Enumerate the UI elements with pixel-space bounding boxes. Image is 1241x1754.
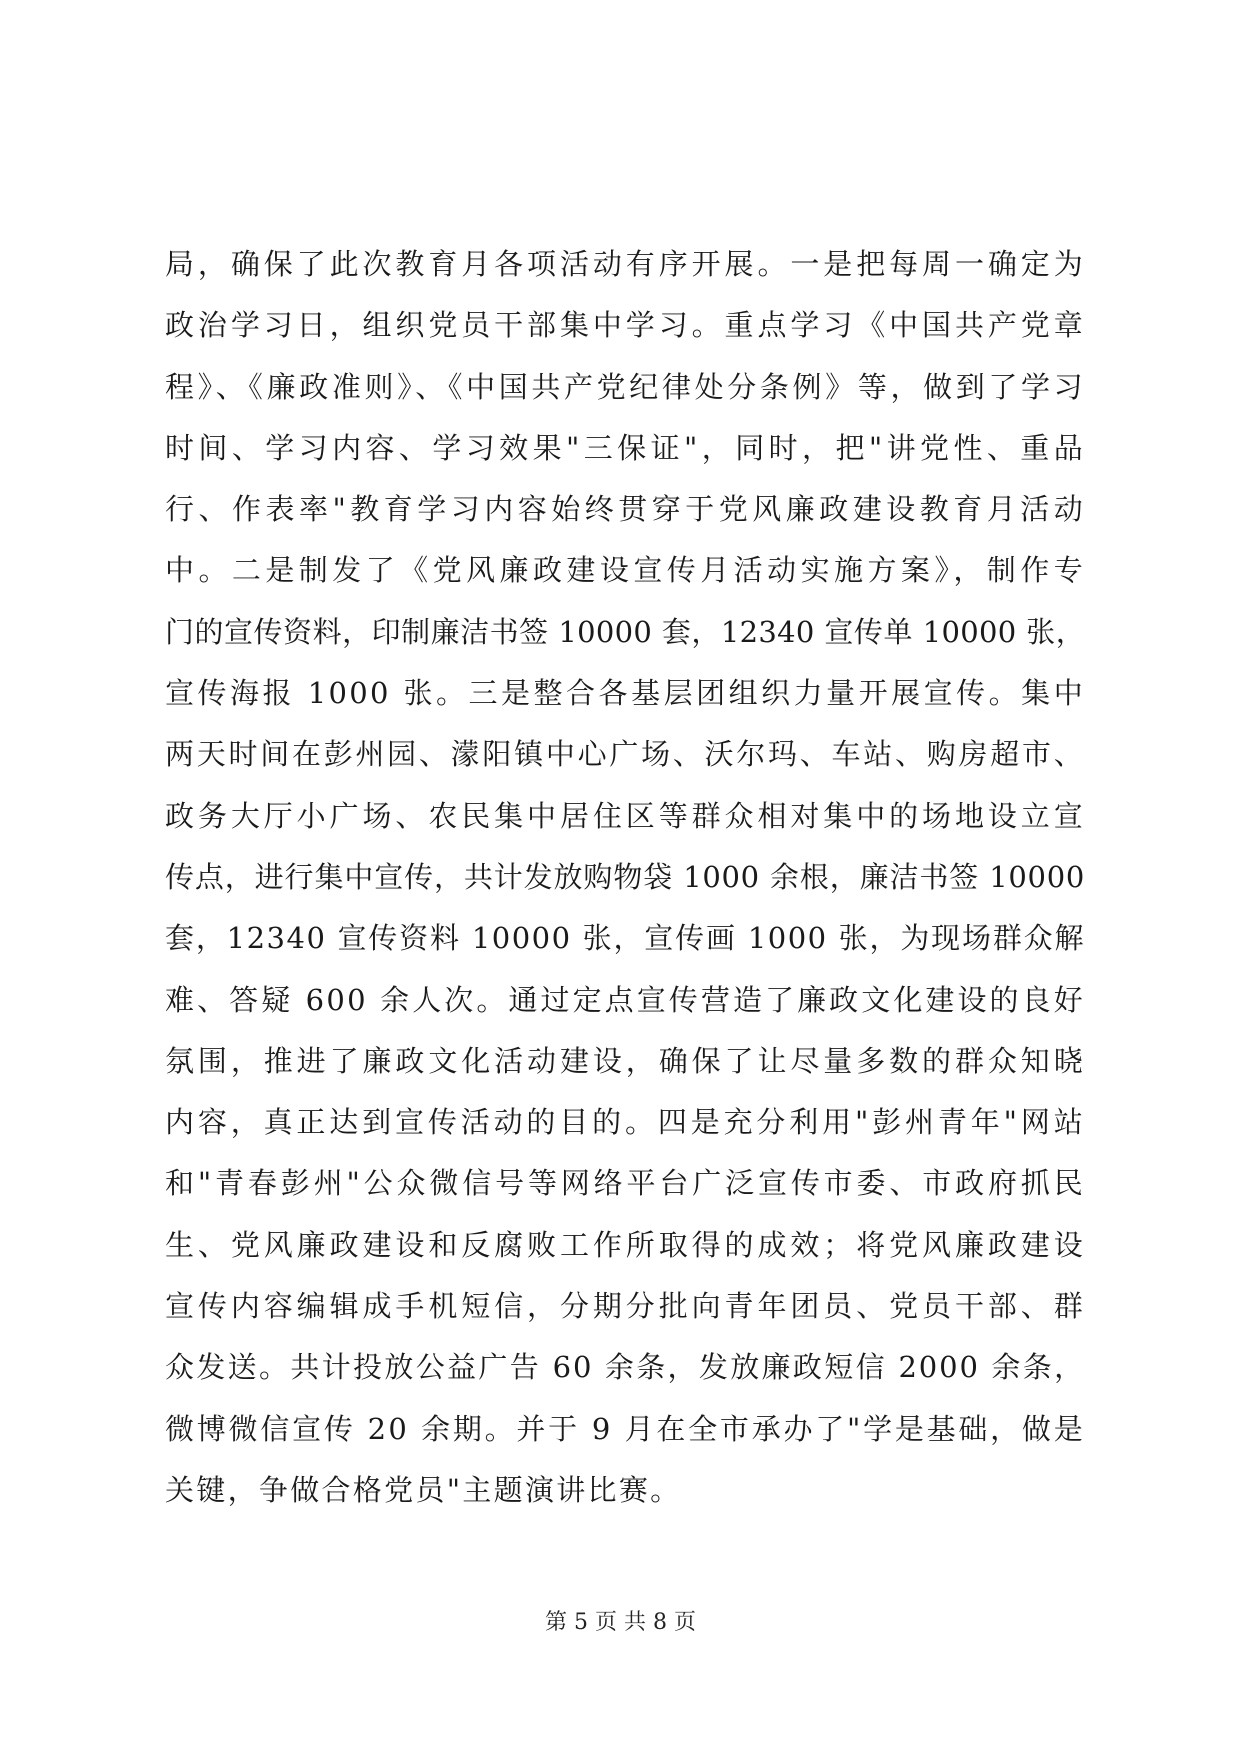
text-line: 两天时间在彭州园、濛阳镇中心广场、沃尔玛、车站、购房超市、 bbox=[165, 737, 1085, 772]
text-line: 中。二是制发了《党风廉政建设宣传月活动实施方案》，制作专 bbox=[165, 553, 1085, 588]
text-line: 生、党风廉政建设和反腐败工作所取得的成效；将党风廉政建设 bbox=[165, 1227, 1085, 1262]
text-line: 难、答疑 600 余人次。通过定点宣传营造了廉政文化建设的良好 bbox=[165, 982, 1085, 1017]
text-line: 传点，进行集中宣传，共计发放购物袋 1000 余根，廉洁书签 10000 bbox=[165, 859, 1085, 894]
text-line: 程》、《廉政准则》、《中国共产党纪律处分条例》等，做到了学习 bbox=[165, 369, 1085, 404]
page-number-footer: 第 5 页 共 8 页 bbox=[545, 1610, 696, 1635]
text-line: 政治学习日，组织党员干部集中学习。重点学习《中国共产党章 bbox=[165, 308, 1085, 343]
text-line: 套，12340 宣传资料 10000 张，宣传画 1000 张，为现场群众解 bbox=[165, 921, 1085, 956]
text-line: 门的宣传资料，印制廉洁书签 10000 套，12340 宣传单 10000 张， bbox=[165, 614, 1085, 649]
text-line: 时间、学习内容、学习效果"三保证"，同时，把"讲党性、重品 bbox=[165, 430, 1085, 465]
text-line: 众发送。共计投放公益广告 60 余条，发放廉政短信 2000 余条， bbox=[165, 1350, 1085, 1385]
text-line: 微博微信宣传 20 余期。并于 9 月在全市承办了"学是基础，做是 bbox=[165, 1411, 1085, 1446]
text-line: 内容，真正达到宣传活动的目的。四是充分利用"彭州青年"网站 bbox=[165, 1105, 1085, 1140]
text-line: 宣传内容编辑成手机短信，分期分批向青年团员、党员干部、群 bbox=[165, 1289, 1085, 1324]
text-line-last: 关键，争做合格党员"主题演讲比赛。 bbox=[165, 1472, 682, 1507]
text-line: 行、作表率"教育学习内容始终贯穿于党风廉政建设教育月活动 bbox=[165, 492, 1085, 527]
text-line: 局，确保了此次教育月各项活动有序开展。一是把每周一确定为 bbox=[165, 247, 1085, 281]
text-line: 宣传海报 1000 张。三是整合各基层团组织力量开展宣传。集中 bbox=[165, 676, 1085, 711]
body-paragraph bbox=[165, 234, 1085, 1521]
text-line: 氛围，推进了廉政文化活动建设，确保了让尽量多数的群众知晓 bbox=[165, 1043, 1085, 1078]
text-line: 和"青春彭州"公众微信号等网络平台广泛宣传市委、市政府抓民 bbox=[165, 1166, 1085, 1201]
text-line: 政务大厅小广场、农民集中居住区等群众相对集中的场地设立宣 bbox=[165, 798, 1085, 833]
